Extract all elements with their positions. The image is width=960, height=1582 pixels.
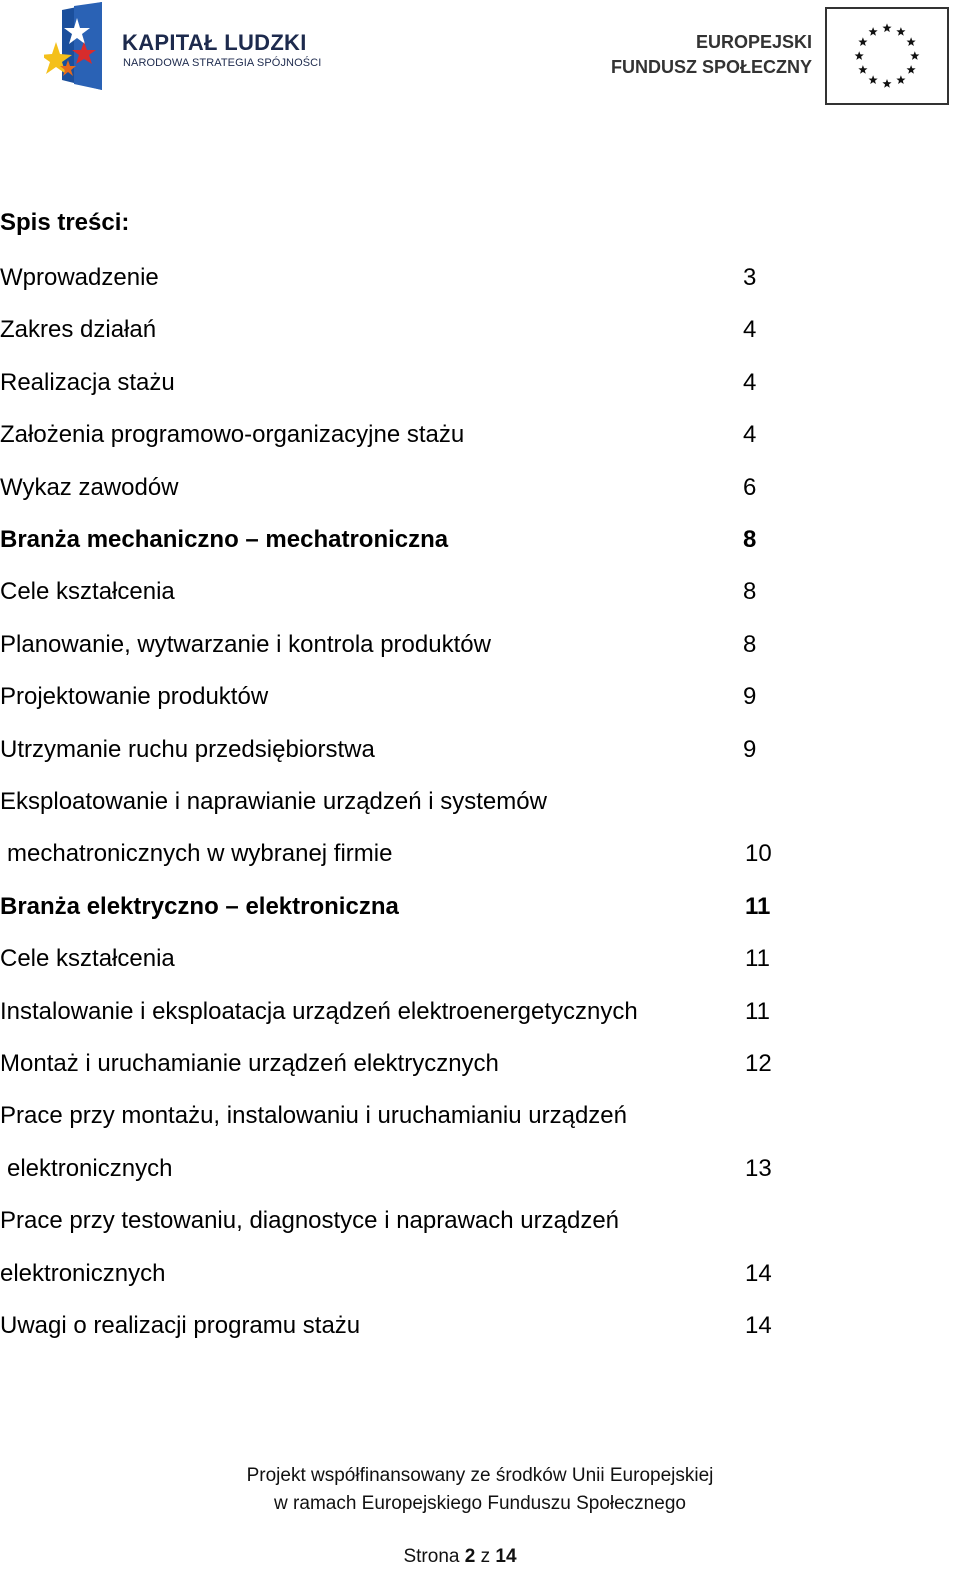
eu-star-icon: [858, 37, 867, 46]
toc-entry: [0, 631, 790, 671]
toc-entry: [0, 1260, 790, 1300]
toc-entry-page: 10: [745, 840, 772, 868]
left-logo-title: KAPITAŁ LUDZKI: [122, 30, 307, 55]
toc-entry: [0, 369, 790, 409]
eu-star-icon: [858, 65, 867, 74]
toc-entry: [0, 683, 790, 723]
eu-stars-icon: [825, 7, 949, 105]
toc-entry-page: 3: [743, 264, 757, 291]
toc-entry-page: 11: [745, 997, 770, 1025]
toc-entry: [0, 1155, 790, 1195]
eu-star-icon: [896, 75, 905, 84]
toc-entry-label: Prace przy montażu, instalowaniu i uruchamianiu urządzeń: [0, 1102, 627, 1130]
toc-entry-label: elektronicznych: [0, 1259, 166, 1287]
toc-entry-page: 4: [743, 316, 757, 344]
footer-line1: Projekt współfinansowany ze środków Unii Europejskiej: [246, 1465, 714, 1486]
toc-entry-label: Cele kształcenia: [0, 945, 175, 973]
eu-star-icon: [855, 51, 864, 60]
toc-entry-page: 8: [743, 578, 757, 606]
page-separator: z: [480, 1546, 491, 1567]
toc-entry-label: Branża mechaniczno – mechatroniczna: [0, 526, 449, 553]
toc-entry-page: 13: [745, 1154, 772, 1182]
toc-entry-page: 14: [745, 1312, 772, 1339]
toc-entry-label: Instalowanie i eksploatacja urządzeń elektroenergetycznych: [0, 997, 638, 1025]
toc-entry-label: mechatronicznych w wybranej firmie: [7, 840, 393, 868]
footer-line2: w ramach Europejskiego Funduszu Społecznego: [274, 1493, 686, 1514]
right-logo-line2: FUNDUSZ SPOŁECZNY: [610, 57, 812, 77]
toc-entry: [0, 945, 790, 985]
toc-entry: [0, 1312, 790, 1352]
toc-entry: [0, 1050, 790, 1090]
toc-entry-label: Branża elektryczno – elektroniczna: [0, 892, 399, 920]
toc-entry-label: Cele kształcenia: [0, 578, 175, 606]
toc-entry: [0, 840, 790, 880]
left-logo-subtitle: NARODOWA STRATEGIA SPÓJNOŚCI: [123, 57, 322, 69]
toc-entry-label: Projektowanie produktów: [0, 683, 269, 711]
toc-entry: [0, 316, 790, 356]
eu-star-icon: [910, 51, 919, 60]
toc-entry-page: 14: [745, 1259, 772, 1287]
toc-entry-label: Planowanie, wytwarzanie i kontrola produktów: [0, 630, 491, 658]
toc-entry-page: 11: [745, 892, 771, 920]
toc-entry-label: Założenia programowo-organizacyjne stażu: [0, 421, 465, 449]
toc-entry-label: Uwagi o realizacji programu stażu: [0, 1312, 361, 1339]
toc-entry-page: 4: [743, 421, 757, 449]
toc-entry-label: Zakres działań: [0, 316, 157, 344]
kapital-ludzki-logo-icon: [44, 2, 106, 92]
toc-entry-label: Montaż i uruchamianie urządzeń elektrycznych: [0, 1050, 499, 1077]
toc-entry: [0, 264, 790, 304]
right-logo-text: [611, 30, 812, 80]
toc-entry-label: Wykaz zawodów: [0, 473, 179, 501]
toc-entry: [0, 421, 790, 461]
toc-entry: [0, 998, 790, 1038]
eu-star-icon: [882, 23, 891, 32]
toc-entry: [0, 1207, 790, 1247]
toc-entry-page: 6: [743, 473, 757, 501]
toc-entry-label: Realizacja stażu: [0, 368, 175, 396]
toc-entry-page: 9: [743, 735, 757, 763]
toc-entry: [0, 578, 790, 618]
toc-entry-page: 11: [745, 945, 770, 973]
toc-entry: [0, 474, 790, 514]
toc-entry-page: 8: [743, 630, 757, 658]
toc-entry-page: 9: [743, 683, 757, 711]
eu-star-icon: [869, 27, 878, 36]
page-total: 14: [495, 1546, 517, 1567]
eu-star-icon: [896, 27, 905, 36]
toc-entry-page: 4: [743, 368, 757, 396]
toc-entry-page: 8: [743, 526, 757, 553]
toc-entry: [0, 893, 790, 933]
toc-entry-label: Prace przy testowaniu, diagnostyce i naprawach urządzeń: [0, 1207, 620, 1235]
eu-star-icon: [882, 79, 891, 88]
right-logo-line1: EUROPEJSKI: [695, 32, 812, 52]
page-current: 2: [464, 1546, 476, 1567]
toc-entry: [0, 736, 790, 776]
eu-star-icon: [907, 65, 916, 74]
page-prefix: Strona: [403, 1546, 460, 1567]
toc-entry-label: Wprowadzenie: [0, 264, 159, 291]
eu-star-icon: [869, 75, 878, 84]
toc-entry: [0, 1102, 790, 1142]
page-number: [0, 1546, 920, 1568]
toc-entry-label: elektronicznych: [7, 1154, 173, 1182]
eu-star-icon: [907, 37, 916, 46]
toc-entry-label: Eksploatowanie i naprawianie urządzeń i systemów: [0, 788, 547, 815]
toc-entry-page: 12: [745, 1050, 772, 1077]
toc-entry: [0, 788, 790, 828]
toc-entry-label: Utrzymanie ruchu przedsiębiorstwa: [0, 735, 375, 763]
toc-title: Spis treści:: [0, 209, 130, 236]
toc-entry: [0, 526, 790, 566]
page-header: [0, 0, 960, 120]
